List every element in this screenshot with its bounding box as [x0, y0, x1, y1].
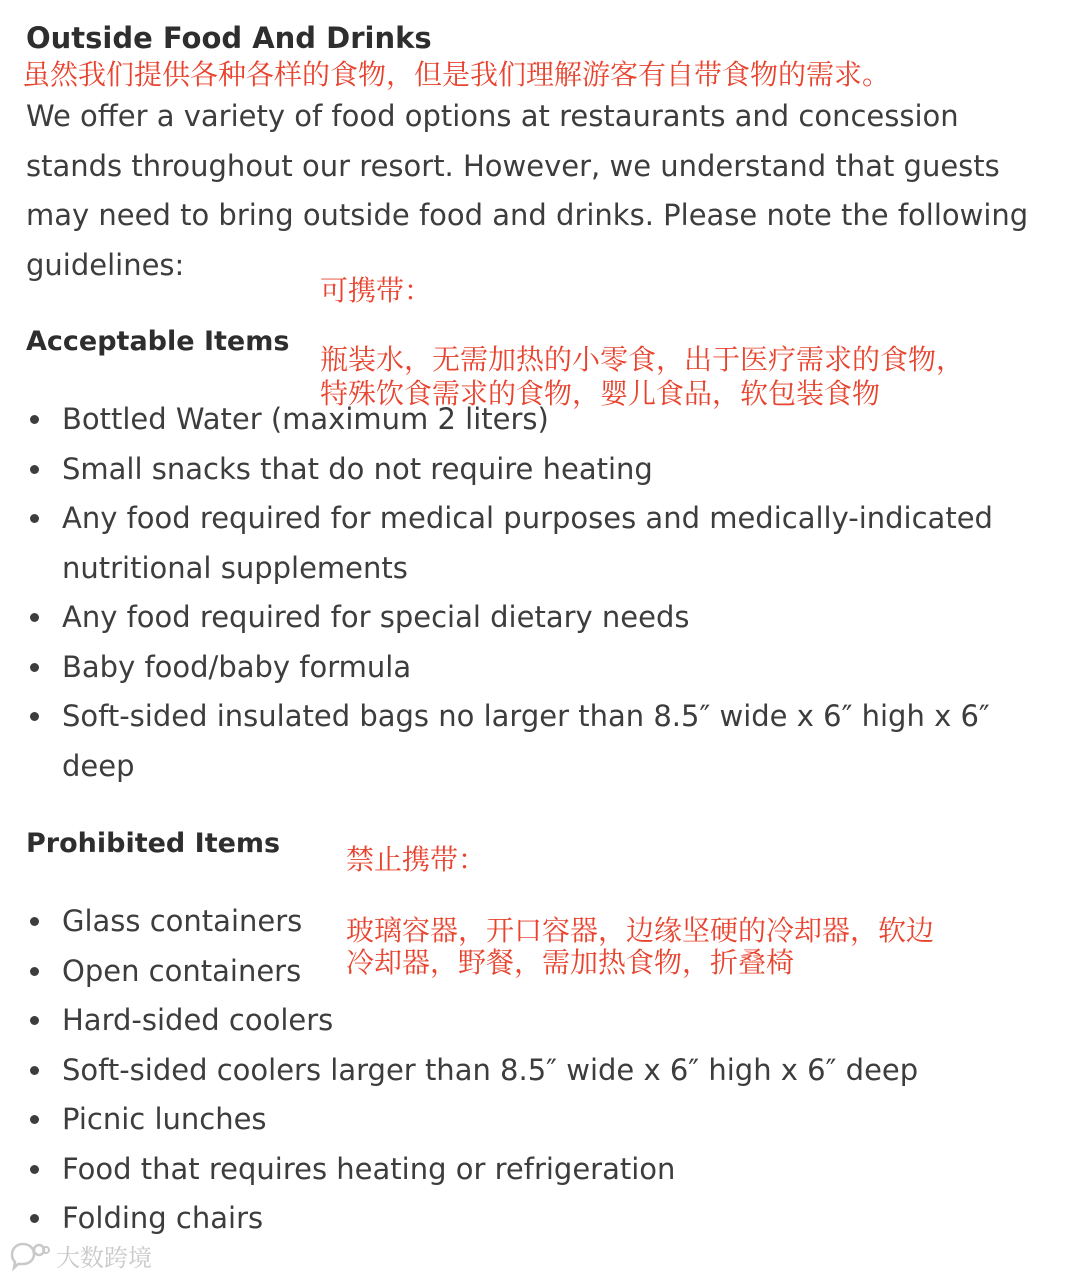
list-item — [26, 1095, 1046, 1145]
acceptable-annotation-line-2: 特殊饮食需求的食物，婴儿食品，软包装食物 — [320, 377, 881, 410]
list-item-text: Open containers — [62, 953, 302, 988]
bullet-icon — [30, 1214, 39, 1223]
prohibited-items-heading: Prohibited Items — [26, 828, 281, 859]
bullet-icon — [30, 1115, 39, 1124]
bullet-icon — [30, 1016, 39, 1025]
bullet-icon — [30, 712, 39, 721]
list-item — [26, 996, 1046, 1046]
list-item-text: Picnic lunches — [62, 1102, 267, 1136]
bullet-icon — [30, 415, 39, 424]
bullet-icon — [30, 465, 39, 474]
list-item — [26, 395, 1046, 445]
page-title: Outside Food And Drinks — [26, 21, 432, 55]
bullet-icon — [30, 514, 39, 523]
list-item — [26, 593, 1046, 643]
bullet-icon — [30, 663, 39, 672]
list-item — [26, 1145, 1046, 1195]
acceptable-items-list — [26, 395, 1046, 791]
watermark-text: 大数跨境 — [56, 1244, 152, 1272]
list-item — [26, 1194, 1046, 1244]
prohibited-annotation-line-2: 冷却器，野餐，需加热食物，折叠椅 — [346, 946, 795, 979]
bullet-icon — [30, 613, 39, 622]
list-item-text: Baby food/baby formula — [62, 649, 412, 684]
prohibited-annotation-line-1: 玻璃容器，开口容器，边缘坚硬的冷却器，软边 — [346, 914, 935, 947]
list-item-text: Small snacks that do not require heating — [62, 451, 653, 486]
chat-bubble-logo-icon — [8, 1241, 50, 1271]
bullet-icon — [30, 1066, 39, 1075]
list-item-text: Folding chairs — [62, 1201, 264, 1235]
list-item — [26, 692, 1046, 791]
bullet-icon — [30, 967, 39, 976]
intro-paragraph: We offer a variety of food options at restaurants and concession stands throughout our resort. However, we understand that guests may need to bring outside food and drinks. Please note the following guidelines: — [26, 99, 1029, 282]
list-item-text: Any food required for medical purposes and medically-indicated nutritional supplements — [62, 501, 993, 585]
acceptable-heading-annotation: 可携带： — [320, 274, 433, 307]
list-item — [26, 1046, 1046, 1096]
bullet-icon — [30, 917, 39, 926]
list-item — [26, 643, 1046, 693]
list-item — [26, 445, 1046, 495]
list-item — [26, 494, 1046, 593]
list-item-text: Bottled Water (maximum 2 liters) — [62, 402, 549, 436]
intro-annotation: 虽然我们提供各种各样的食物，但是我们理解游客有自带食物的需求。 — [22, 58, 891, 91]
list-item-text: Food that requires heating or refrigeration — [62, 1151, 676, 1186]
list-item-text: Soft-sided insulated bags no larger than 8.5″ wide x 6″ high x 6″ deep — [62, 699, 990, 783]
list-item-text: Soft-sided coolers larger than 8.5″ wide x 6″ high x 6″ deep — [62, 1052, 919, 1087]
list-item-text: Any food required for special dietary needs — [62, 600, 690, 634]
acceptable-annotation-line-1: 瓶装水，无需加热的小零食，出于医疗需求的食物， — [320, 343, 965, 376]
prohibited-heading-annotation: 禁止携带： — [346, 843, 487, 876]
list-item-text: Glass containers — [62, 904, 303, 938]
list-item-text: Hard-sided coolers — [62, 1003, 334, 1037]
watermark — [8, 1238, 152, 1273]
bullet-icon — [30, 1165, 39, 1174]
acceptable-items-heading: Acceptable Items — [26, 326, 290, 357]
